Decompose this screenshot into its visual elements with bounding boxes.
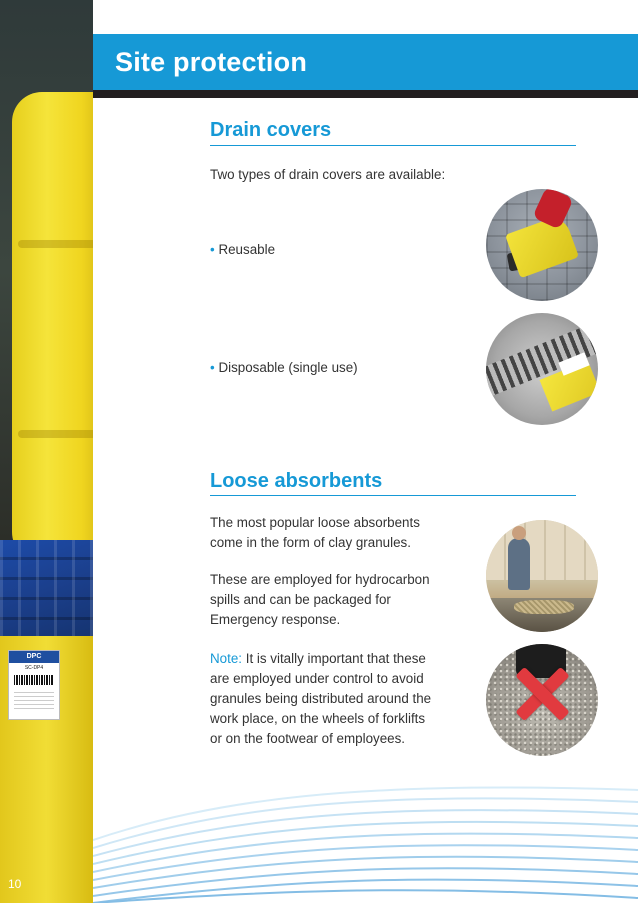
worker-figure <box>508 538 530 590</box>
label-code: SC-DP4 <box>24 665 44 671</box>
text-line: These are employed for hydrocarbon <box>210 572 430 587</box>
reusable-drain-cover-photo <box>486 189 598 301</box>
text-line: are employed under control to avoid <box>210 671 424 686</box>
text-line: work place, on the wheels of forklifts <box>210 711 426 726</box>
disposable-drain-cover-photo <box>486 313 598 425</box>
bullet-marker: • <box>210 360 215 375</box>
note-label: Note: <box>210 651 243 666</box>
bullet-disposable <box>210 358 358 378</box>
text-line: come in the form of clay granules. <box>210 535 411 550</box>
drain-covers-rule <box>210 145 576 146</box>
text-line: granules being distributed around the <box>210 691 432 706</box>
drum-rib <box>18 430 93 438</box>
page-number: 10 <box>8 877 22 891</box>
pallet-grid <box>0 540 93 640</box>
text-line: The most popular loose absorbents <box>210 515 420 530</box>
text-line: Emergency response. <box>210 612 341 627</box>
barcode <box>14 675 54 685</box>
label-brand: DPC <box>9 651 59 663</box>
header-underline <box>93 90 638 98</box>
loose-absorbents-heading: Loose absorbents <box>210 470 383 492</box>
wave-decoration <box>93 760 638 903</box>
bullet-text: Reusable <box>218 242 276 257</box>
loose-absorbents-rule <box>210 495 576 496</box>
left-photo-strip <box>0 0 93 903</box>
absorbents-paragraph-1 <box>210 513 420 553</box>
text-line <box>210 649 431 669</box>
granules-spreading-photo <box>486 520 598 632</box>
text-line: spills and can be packaged for <box>210 592 391 607</box>
note-text: It is vitally important that these <box>242 651 426 666</box>
yellow-drum <box>12 92 93 562</box>
text-line: or on the footwear of employees. <box>210 731 406 746</box>
product-label <box>8 650 60 720</box>
red-cross-icon <box>514 666 570 722</box>
drain-covers-heading: Drain covers <box>210 119 332 141</box>
page-title: Site protection <box>115 47 308 77</box>
granules-warning-photo <box>486 644 598 756</box>
header-bar <box>93 34 638 90</box>
absorbents-note <box>210 649 431 749</box>
label-lines <box>14 689 54 709</box>
bullet-text: Disposable (single use) <box>218 360 358 375</box>
drain-covers-intro: Two types of drain covers are available: <box>210 167 446 182</box>
bullet-reusable <box>210 240 275 260</box>
absorbents-paragraph-2 <box>210 570 430 630</box>
bullet-marker: • <box>210 242 215 257</box>
drum-rib <box>18 240 93 248</box>
